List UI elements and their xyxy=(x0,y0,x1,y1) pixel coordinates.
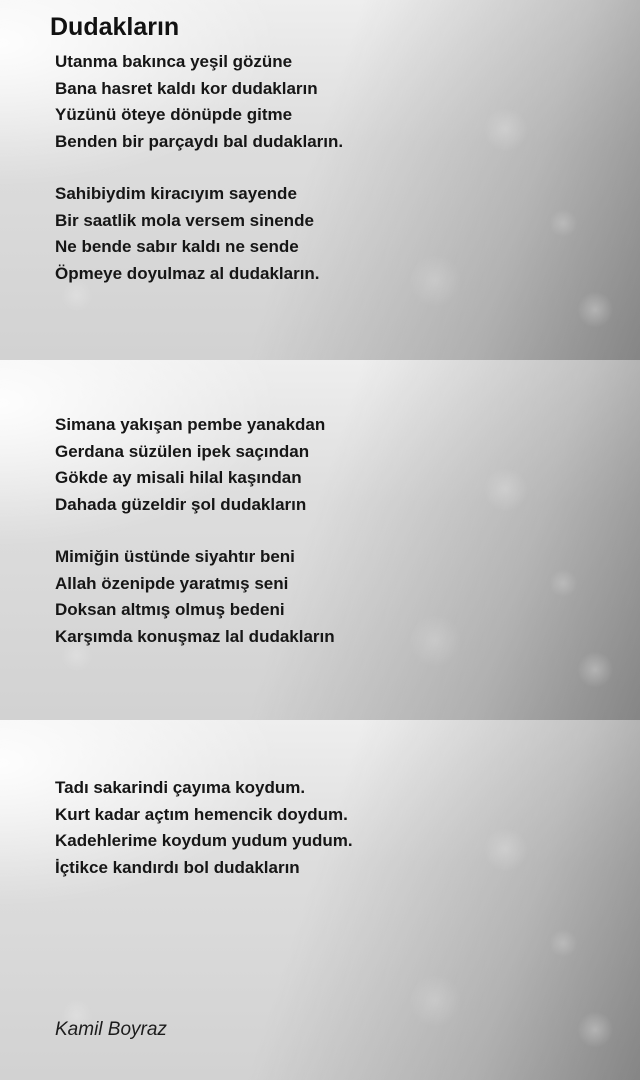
poem-line: Simana yakışan pembe yanakdan xyxy=(55,415,326,434)
poem-line: Sahibiydim kiracıyım sayende xyxy=(55,184,297,203)
poem-line: Kurt kadar açtım hemencik doydum. xyxy=(55,804,348,824)
poem-body xyxy=(55,49,610,907)
poem-line: Utanma bakınca yeşil gözüne xyxy=(55,52,293,71)
poem-line: Doksan altmış olmuş bedeni xyxy=(55,600,285,619)
poem-line: Öpmeye doyulmaz al dudakların. xyxy=(55,263,320,283)
poem-line: Gerdana süzülen ipek saçından xyxy=(55,441,310,461)
poem-stanza xyxy=(55,49,610,155)
poem-stanza xyxy=(55,775,610,881)
poem-line: Benden bir parçaydı bal dudakların. xyxy=(55,131,344,151)
poem-line: Allah özenipde yaratmış seni xyxy=(55,573,289,593)
poem-line: Karşımda konuşmaz lal dudakların xyxy=(55,626,335,646)
poem-line: İçtikce kandırdı bol dudakların xyxy=(55,857,300,877)
poem-line: Mimiğin üstünde siyahtır beni xyxy=(55,547,295,566)
poem-author: Kamil Boyraz xyxy=(55,1019,167,1040)
poem-stanza xyxy=(55,544,610,650)
poem-line: Tadı sakarindi çayıma koydum. xyxy=(55,778,306,797)
poem-line: Gökde ay misali hilal kaşından xyxy=(55,468,302,487)
poem-line: Kadehlerime koydum yudum yudum. xyxy=(55,831,353,850)
poem-stanza xyxy=(55,181,610,287)
poem-line: Yüzünü öteye dönüpde gitme xyxy=(55,105,293,124)
poem-line: Bir saatlik mola versem sinende xyxy=(55,210,314,230)
poem-line: Dahada güzeldir şol dudakların xyxy=(55,494,307,514)
poem-stanza xyxy=(55,412,610,518)
poem-line: Bana hasret kaldı kor dudakların xyxy=(55,78,318,98)
poem-title: Dudakların xyxy=(50,13,180,41)
poem-line: Ne bende sabır kaldı ne sende xyxy=(55,237,299,256)
